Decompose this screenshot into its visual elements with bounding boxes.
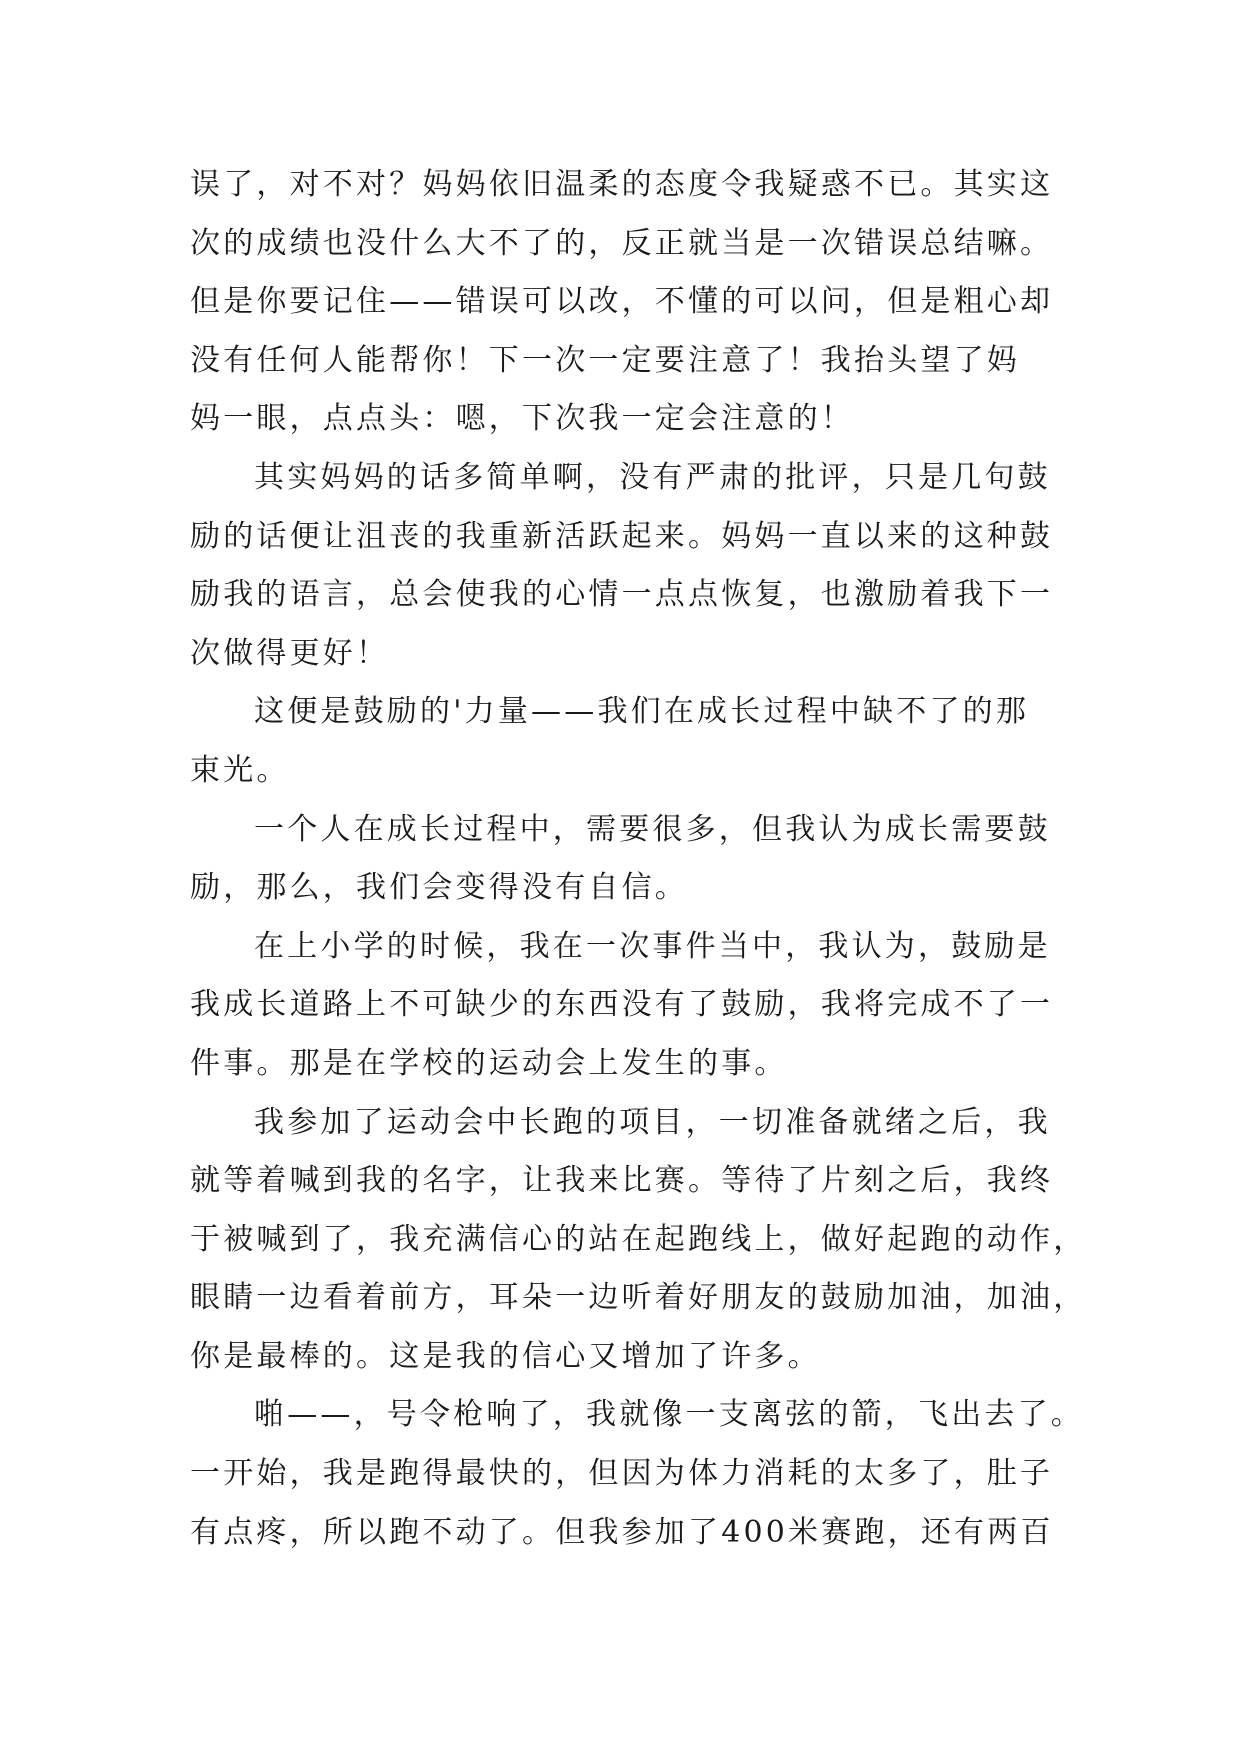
- text-line: 你是最棒的。这是我的信心又增加了许多。: [190, 1338, 821, 1374]
- paragraph-first-line: 我参加了运动会中长跑的项目，一切准备就绪之后，我: [254, 1104, 1051, 1140]
- text-line: 一开始，我是跑得最快的，但因为体力消耗的太多了，肚子: [190, 1456, 1054, 1492]
- text-line: 没有任何人能帮你！下一次一定要注意了！我抬头望了妈: [190, 342, 1020, 378]
- text-line: 但是你要记住——错误可以改，不懂的可以问，但是粗心却: [190, 284, 1054, 320]
- text-line: 有点疼，所以跑不动了。但我参加了400米赛跑，还有两百: [190, 1514, 1054, 1550]
- text-line: 励我的语言，总会使我的心情一点点恢复，也激励着我下一: [190, 577, 1054, 613]
- text-line: 件事。那是在学校的运动会上发生的事。: [190, 1045, 788, 1081]
- text-line: 励，那么，我们会变得没有自信。: [190, 870, 688, 906]
- body-text: [190, 156, 1087, 1562]
- paragraph-first-line: 啪——，号令枪响了，我就像一支离弦的箭，飞出去了。: [254, 1397, 1084, 1433]
- paragraph-first-line: 其实妈妈的话多简单啊，没有严肃的批评，只是几句鼓: [254, 459, 1051, 495]
- paragraph-first-line: 一个人在成长过程中，需要很多，但我认为成长需要鼓: [254, 811, 1051, 847]
- paragraph-first-line: 在上小学的时候，我在一次事件当中，我认为，鼓励是: [254, 928, 1051, 964]
- paragraph-first-line: 这便是鼓励的'力量——我们在成长过程中缺不了的那: [254, 694, 1030, 730]
- text-line: 励的话便让沮丧的我重新活跃起来。妈妈一直以来的这种鼓: [190, 518, 1054, 554]
- text-line: 束光。: [190, 752, 290, 788]
- text-line: 就等着喊到我的名字，让我来比赛。等待了片刻之后，我终: [190, 1163, 1054, 1199]
- text-line: 次做得更好！: [190, 635, 390, 671]
- text-line: 眼睛一边看着前方，耳朵一边听着好朋友的鼓励加油，加油，: [190, 1280, 1087, 1316]
- text-line: 于被喊到了，我充满信心的站在起跑线上，做好起跑的动作，: [190, 1221, 1087, 1257]
- text-line: 误了，对不对？妈妈依旧温柔的态度令我疑惑不已。其实这: [190, 167, 1054, 202]
- text-line: 妈一眼，点点头：嗯，下次我一定会注意的！: [190, 401, 854, 437]
- text-line: 我成长道路上不可缺少的东西没有了鼓励，我将完成不了一: [190, 987, 1054, 1023]
- text-line: 次的成绩也没什么大不了的，反正就当是一次错误总结嘛。: [190, 225, 1054, 261]
